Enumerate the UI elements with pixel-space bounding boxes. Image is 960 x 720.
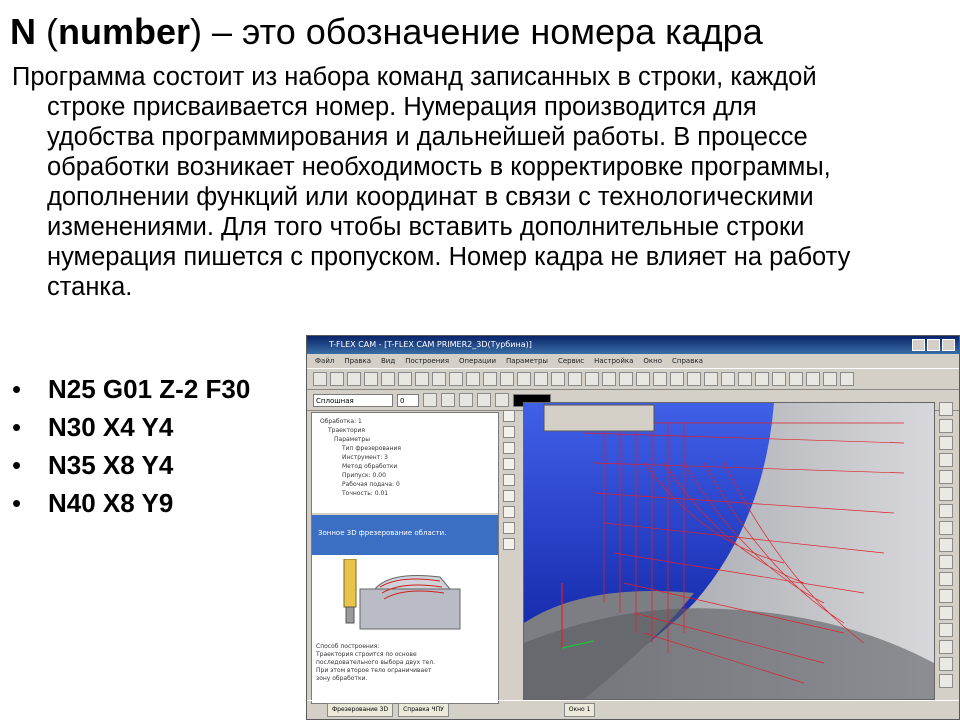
help-heading: Зонное 3D фрезерование области. (312, 515, 498, 555)
tool-icon (503, 442, 515, 454)
toolbar-icon (449, 372, 463, 386)
menu-bar (307, 354, 959, 368)
toolbar-icon (738, 372, 752, 386)
toolbar-icon (619, 372, 633, 386)
milling-illustration (330, 559, 480, 639)
toolbar-icon (313, 372, 327, 386)
view-floating-toolbar (544, 405, 654, 431)
3d-viewport (523, 402, 935, 700)
tree-item: Припуск: 0.00 (342, 472, 386, 479)
main-toolbar (307, 368, 959, 390)
toolbar-icon (398, 372, 412, 386)
toolbar-icon (939, 402, 953, 416)
toolbar-icon (939, 674, 953, 688)
bullet-icon: • (12, 412, 22, 442)
toolbar-icon (568, 372, 582, 386)
minimize-icon (912, 339, 925, 351)
toolbar-icon (789, 372, 803, 386)
tab-viewport-window: Окно 1 (564, 703, 596, 717)
toolbar-icon (755, 372, 769, 386)
toolbar-icon (441, 393, 455, 407)
toolbar-icon (939, 504, 953, 518)
toolbar-icon (500, 372, 514, 386)
tree-item: Рабочая подача: 0 (342, 481, 400, 488)
code-line-text: N25 G01 Z-2 F30 (48, 374, 251, 404)
toolbar-icon (517, 372, 531, 386)
toolbar-icon (459, 393, 473, 407)
turbine-toolpath-render (524, 403, 934, 699)
toolbar-icon (602, 372, 616, 386)
title-number-word: number (58, 11, 191, 52)
tool-icon (503, 506, 515, 518)
tool-icon (503, 538, 515, 550)
menu-item: Операции (459, 357, 497, 365)
menu-item: Окно (643, 357, 663, 365)
toolbar-icon (636, 372, 650, 386)
menu-item: Вид (380, 357, 396, 365)
toolbar-icon (551, 372, 565, 386)
toolbar-icon (653, 372, 667, 386)
toolbar-icon (721, 372, 735, 386)
ok-icon (503, 410, 515, 422)
help-line: зону обработки. (316, 675, 368, 682)
toolbar-icon (939, 470, 953, 484)
code-line-text: N35 X8 Y4 (48, 450, 174, 480)
toolbar-icon (840, 372, 854, 386)
toolbar-icon (704, 372, 718, 386)
code-line (12, 412, 250, 450)
toolbar-icon (939, 606, 953, 620)
toolbar-icon (330, 372, 344, 386)
menu-item: Справка (672, 357, 703, 365)
operations-manager-panel (311, 412, 499, 704)
toolbar-icon (483, 372, 497, 386)
toolbar-icon (347, 372, 361, 386)
bottom-tabs (307, 700, 959, 719)
toolbar-icon (772, 372, 786, 386)
toolbar-icon (364, 372, 378, 386)
toolbar-icon (423, 393, 437, 407)
toolbar-icon (939, 623, 953, 637)
toolbar-icon (939, 657, 953, 671)
help-line: последовательного выбора двух тел. (316, 659, 435, 666)
slide-title (10, 10, 763, 54)
title-paren-open: ( (36, 11, 58, 52)
toolbar-icon (939, 419, 953, 433)
tree-item: Траектория (328, 427, 365, 434)
tree-item: Точность: 0.01 (342, 490, 389, 497)
title-rest: ) – это обозначение номера кадра (190, 11, 763, 52)
toolbar-icon (939, 538, 953, 552)
menu-item: Построения (405, 357, 450, 365)
right-toolbar (935, 402, 957, 702)
tree-item: Тип фрезерования (342, 445, 402, 452)
toolbar-icon (381, 372, 395, 386)
maximize-icon (927, 339, 940, 351)
toolbar-icon (670, 372, 684, 386)
tree-item: Параметры (334, 436, 370, 443)
code-line-text: N30 X4 Y4 (48, 412, 174, 442)
line-style-combo: Сплошная (313, 394, 393, 407)
code-line (12, 488, 250, 526)
cam-software-screenshot (306, 335, 960, 720)
bullet-icon: • (12, 450, 22, 480)
help-line: Способ построения: (316, 643, 380, 650)
toolbar-icon (939, 589, 953, 603)
tree-item: Обработка: 1 (320, 418, 362, 425)
toolbar-icon (939, 572, 953, 586)
help-line: При этом второе тело ограничивает (316, 667, 432, 674)
toolbar-icon (415, 372, 429, 386)
toolbar-icon (939, 453, 953, 467)
toolbar-icon (687, 372, 701, 386)
toolbar-icon (939, 555, 953, 569)
tree-item: Инструмент: 3 (342, 454, 388, 461)
toolbar-icon (534, 372, 548, 386)
menu-item: Файл (315, 357, 335, 365)
tab-milling-3d: Фрезерование 3D (327, 703, 393, 717)
toolbar-icon (939, 521, 953, 535)
toolbar-icon (495, 393, 509, 407)
toolbar-icon (477, 393, 491, 407)
help-line: Траектория строится по основе (316, 651, 417, 658)
toolbar-icon (939, 436, 953, 450)
window-title: T-FLEX CAM - [T-FLEX CAM PRIMER2_3D(Турбина)] (329, 340, 532, 349)
toolbar-icon (585, 372, 599, 386)
tool-icon (503, 522, 515, 534)
operation-buttons (499, 406, 519, 700)
toolbar-icon (939, 487, 953, 501)
toolbar-icon (806, 372, 820, 386)
title-n: N (10, 11, 36, 52)
menu-item: Сервис (557, 357, 585, 365)
code-list (12, 374, 250, 526)
help-description (316, 643, 435, 683)
toolbar-icon (432, 372, 446, 386)
tree-item: Метод обработки (342, 463, 398, 470)
code-line (12, 374, 250, 412)
code-line-text: N40 X8 Y9 (48, 488, 174, 518)
bullet-icon: • (12, 488, 22, 518)
toolbar-icon (466, 372, 480, 386)
cancel-icon (503, 458, 515, 470)
bullet-icon: • (12, 374, 22, 404)
tool-icon (503, 474, 515, 486)
menu-item: Параметры (506, 357, 548, 365)
tab-cnc-help: Справка ЧПУ (398, 703, 449, 717)
menu-item: Правка (344, 357, 371, 365)
code-line (12, 450, 250, 488)
value-combo: 0 (397, 394, 419, 407)
window-titlebar (307, 336, 959, 354)
operations-tree (312, 413, 498, 505)
toolbar-icon (823, 372, 837, 386)
toolbar-icon (939, 640, 953, 654)
menu-item: Настройка (594, 357, 634, 365)
tool-icon (503, 426, 515, 438)
close-icon (942, 339, 955, 351)
help-panel (312, 513, 498, 689)
description-paragraph: Программа состоит из набора команд записанных в строки, каждой строке присваивается номер. Нумерация производится для удобства программирования и дальнейшей работы. В процессе обработки возникает необходимость в корректировке программы, дополнении функций или координат в связи с технологическими изменениями. Для того чтобы вставить дополнительные строки нумерация пишется с пропуском. Номер кадра не влияет на работу станка. (12, 63, 851, 301)
tool-icon (503, 490, 515, 502)
